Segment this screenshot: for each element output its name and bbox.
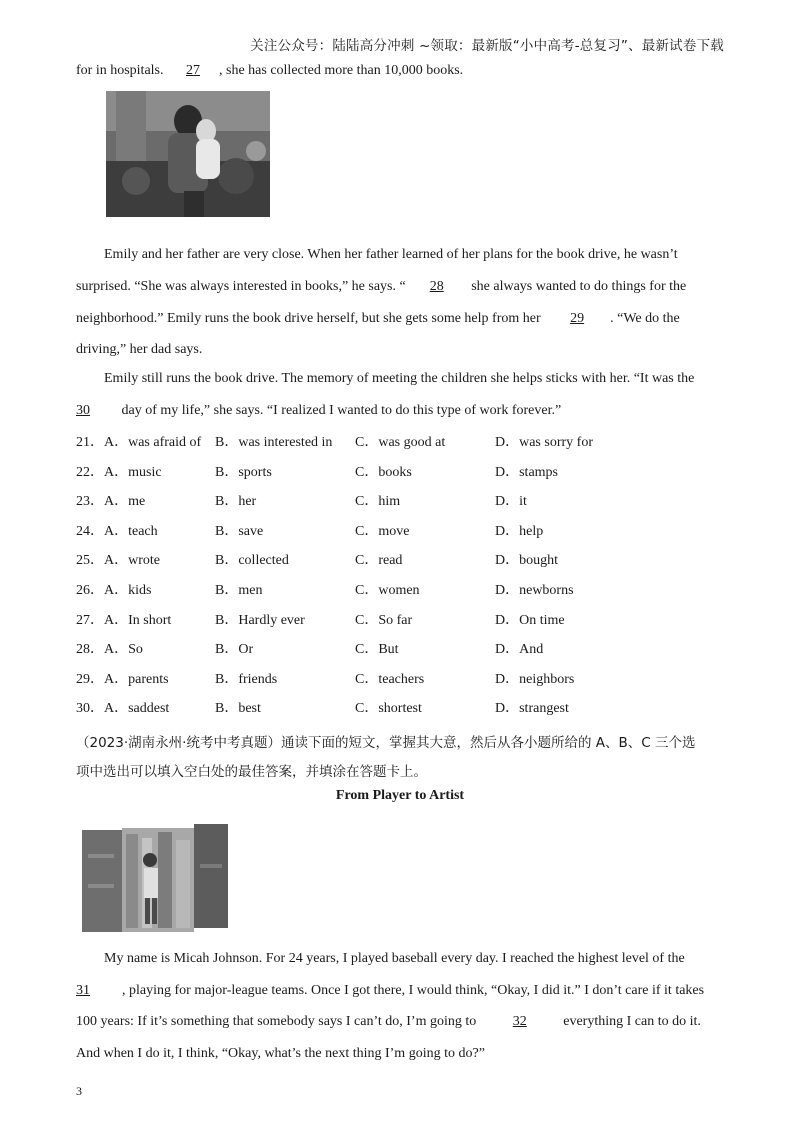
text-segment: , she has collected more than 10,000 books. [219,63,464,78]
text-segment: neighborhood.” Emily runs the book drive herself, but she gets some help from her [76,311,545,326]
option-c: C．move [355,523,410,539]
option-c: C．read [355,553,403,569]
text-line [76,279,724,295]
option-d: D．On time [495,612,565,628]
text-line [76,403,724,419]
text-line [76,1014,724,1030]
text-line [76,311,724,327]
option-row [76,549,724,569]
text-line: Emily still runs the book drive. The memory of meeting the children she helps sticks with her. “It was the [104,371,695,386]
option-b: B．Or [215,642,254,658]
option-b: B．save [215,523,264,539]
question-number: 27． [76,612,104,628]
option-b: B．Hardly ever [215,612,305,628]
option-a: A．teach [104,523,158,539]
option-a: A．wrote [104,553,160,569]
option-c: C．But [355,642,399,658]
option-b: B．men [215,583,263,598]
page-header: 关注公众号：陆陆高分冲刺 ~领取：最新版“小中高考-总复习”、最新试卷下载 [250,38,724,54]
blank-30: 30 [76,403,90,418]
option-row [76,431,724,451]
option-c: C．was good at [355,435,446,450]
option-b: B．was interested in [215,435,333,450]
text-line [76,63,724,79]
text-line: My name is Micah Johnson. For 24 years, I played baseball every day. I reached the highest level of the [104,951,685,966]
option-d: D．newborns [495,583,574,598]
question-number: 23． [76,494,104,510]
option-c: C．So far [355,612,413,628]
option-a: A．So [104,642,143,658]
text-segment: 100 years: If it’s something that somebody says I can’t do, I’m going to [76,1014,480,1029]
option-row [76,609,724,629]
text-segment: everything I can to do it. [559,1014,701,1029]
option-row [76,461,724,481]
option-d: D．help [495,523,544,539]
text-segment: , playing for major-league teams. Once I got there, I would think, “Okay, I did it.” I don’t care if it takes [122,983,705,998]
option-a: A．was afraid of [104,435,202,450]
blank-27: 27 [186,63,200,78]
option-d: D．strangest [495,701,569,717]
text-segment: for in hospitals. [76,63,167,78]
blank-31: 31 [76,983,90,998]
text-segment: day of my life,” she says. “I realized I wanted to do this type of work forever.” [118,403,562,418]
option-b: B．friends [215,671,278,687]
text-line [76,983,724,999]
blank-28: 28 [429,279,444,294]
option-d: D．bought [495,553,558,569]
option-b: B．her [215,494,257,510]
option-d: D．neighbors [495,671,575,687]
option-d: D．it [495,494,527,510]
page-number: 3 [76,1084,82,1098]
option-c: C．teachers [355,671,425,687]
option-d: D．And [495,642,544,658]
question-number: 24． [76,523,104,539]
question-number: 29． [76,671,104,687]
option-c: C．books [355,464,412,480]
option-a: A．In short [104,612,172,628]
question-number: 30． [76,701,104,717]
question-number: 22． [76,464,104,480]
question-number: 28． [76,642,104,658]
option-a: A．music [104,464,162,480]
option-c: C．him [355,494,401,510]
option-d: D．was sorry for [495,435,593,450]
photo-city-artist [82,824,228,932]
blank-32: 32 [512,1014,527,1029]
question-number: 25． [76,553,104,569]
option-c: C．women [355,583,420,598]
option-c: C．shortest [355,701,422,717]
option-a: A．kids [104,583,152,598]
text-segment: surprised. “She was always interested in books,” he says. “ [76,279,406,294]
question-number: 26． [76,583,104,598]
option-row [76,697,724,717]
option-row [76,668,724,688]
option-row [76,638,724,658]
option-a: A．parents [104,671,169,687]
text-line: And when I do it, I think, “Okay, what’s the next thing I’m going to do?” [76,1046,485,1061]
text-segment: she always wanted to do things for the [467,279,687,294]
text-line: driving,” her dad says. [76,342,203,357]
text-line: Emily and her father are very close. When her father learned of her plans for the book drive, he wasn’t [104,247,678,262]
option-row [76,520,724,540]
instruction-line: 项中选出可以填入空白处的最佳答案，并填涂在答题卡上。 [76,764,427,780]
question-number: 21． [76,435,104,450]
option-b: B．sports [215,464,272,480]
option-a: A．saddest [104,701,170,717]
photo-father-daughter [106,91,270,217]
option-a: A．me [104,494,146,510]
instruction-line: （2023·湖南永州·统考中考真题）通读下面的短文，掌握其大意，然后从各小题所给的 A、B、C 三个选 [76,735,696,751]
blank-29: 29 [570,311,585,326]
passage-title: From Player to Artist [335,788,465,803]
option-b: B．collected [215,553,289,569]
option-row [76,490,724,510]
option-d: D．stamps [495,464,558,480]
option-row [76,579,724,599]
option-b: B．best [215,701,261,717]
text-segment: . “We do the [610,311,680,326]
